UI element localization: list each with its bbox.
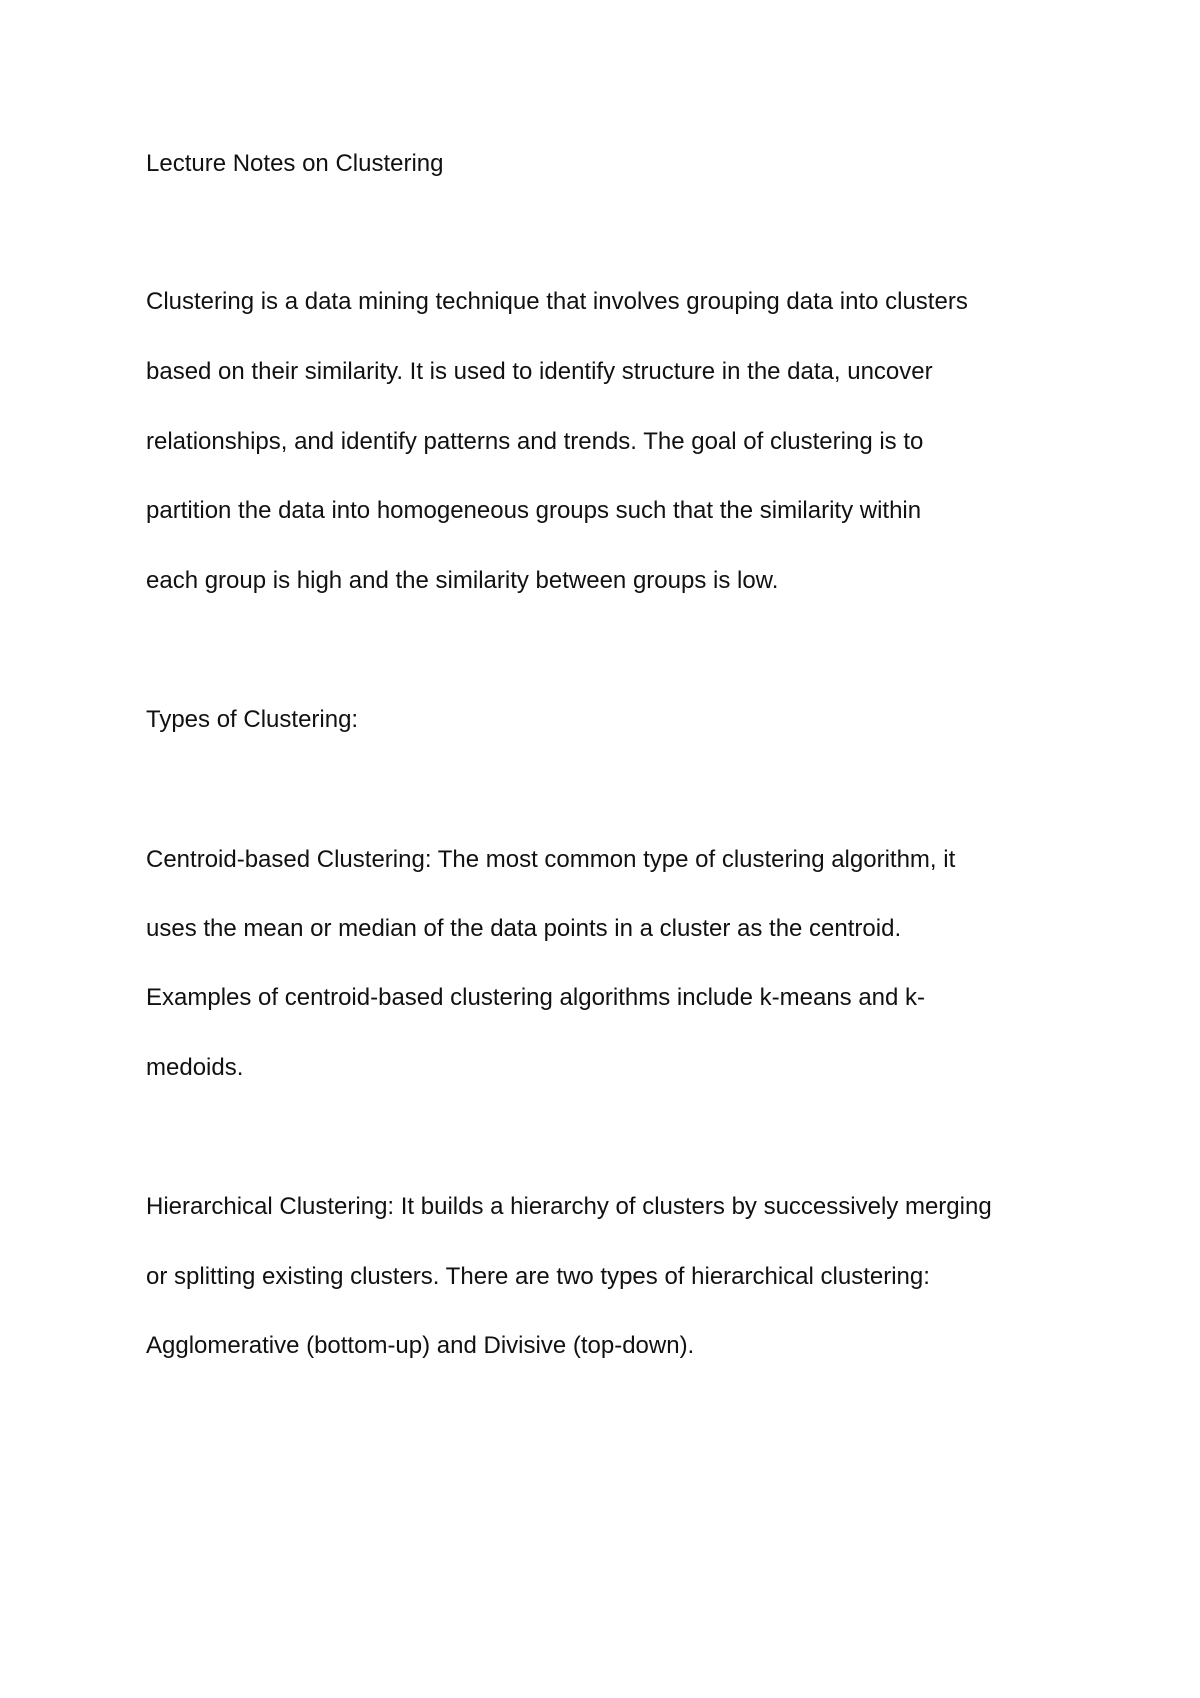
paragraph-line: relationships, and identify patterns and trends. The goal of clustering is to (146, 428, 924, 455)
paragraph-line: medoids. (146, 1054, 244, 1081)
paragraph-line: partition the data into homogeneous groups such that the similarity within (146, 497, 922, 524)
paragraph-line: Agglomerative (bottom-up) and Divisive (top-down). (146, 1332, 695, 1359)
paragraph-line: each group is high and the similarity between groups is low. (146, 567, 779, 594)
types-heading: Types of Clustering: (146, 706, 359, 733)
paragraph-line: or splitting existing clusters. There are two types of hierarchical clustering: (146, 1263, 930, 1290)
paragraph-line: Hierarchical Clustering: It builds a hierarchy of clusters by successively merging (146, 1193, 992, 1220)
paragraph-line: Centroid-based Clustering: The most common type of clustering algorithm, it (146, 846, 956, 873)
document-title: Lecture Notes on Clustering (146, 150, 444, 177)
paragraph-line: based on their similarity. It is used to identify structure in the data, uncover (146, 358, 933, 385)
paragraph-line: Examples of centroid-based clustering algorithms include k-means and k- (146, 984, 926, 1011)
paragraph-line: Clustering is a data mining technique that involves grouping data into clusters (146, 288, 968, 315)
paragraph-line: uses the mean or median of the data points in a cluster as the centroid. (146, 915, 902, 942)
